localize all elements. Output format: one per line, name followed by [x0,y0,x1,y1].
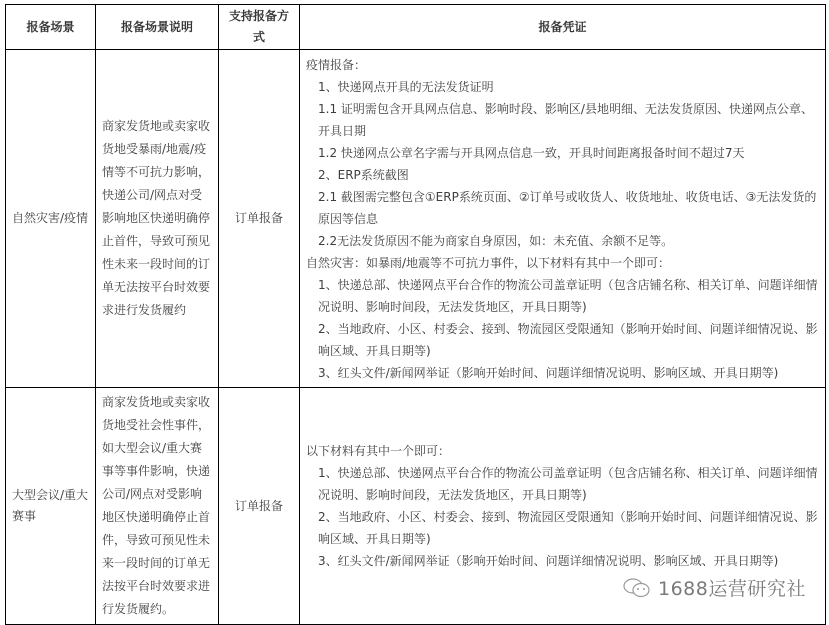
header-evidence: 报备凭证 [300,5,826,50]
description-cell: 商家发货地或卖家收货地受社会性事件，如大型会议/重大赛事等事件影响，快递公司/网点对受影响地区快递明确停止首件，导致可预见性未来一段时间的订单无法按平台时效要求进行发货履约。 [96,388,219,625]
evidence-line: 1.2 快递网点公章名字需与开具网点信息一致，开具时间距离报备时间不超过7天 [318,145,745,160]
evidence-line: 自然灾害：如暴雨/地震等不可抗力事件，以下材料有其中一个即可： [306,255,671,270]
method-cell: 订单报备 [219,388,300,625]
header-method: 支持报备方式 [219,5,300,50]
evidence-line: 1、快递总部、快递网点平台合作的物流公司盖章证明（包含店铺名称、相关订单、问题详细情况说明、影响时间段，无法发货地区，开具日期等) [318,466,818,502]
evidence-line: 2、当地政府、小区、村委会、接到、物流园区受限通知（影响开始时间、问题详细情况说、影响区域、开具日期等) [318,510,818,546]
evidence-line: 2.1 截图需完整包含①ERP系统页面、②订单号或收货人、收货地址、收货电话、③无法发货的原因等信息 [318,189,817,226]
evidence-line: 2、ERP系统截图 [318,167,409,182]
wechat-icon [622,577,652,599]
evidence-line: 3、红头文件/新闻网举证（影响开始时间、问题详细情况说明、影响区域、开具日期等) [318,554,779,568]
description-cell: 商家发货地或卖家收货地受暴雨/地震/疫情等不可抗力影响，快递公司/网点对受影响地区快递明确停止首件，导致可预见性未来一段时间的订单无法按平台时效要求进行发货履约 [96,50,219,388]
evidence-line: 3、红头文件/新闻网举证（影响开始时间、问题详细情况说明、影响区域、开具日期等) [318,365,779,380]
header-description: 报备场景说明 [96,5,219,50]
evidence-line: 1、快递网点开具的无法发货证明 [318,79,494,94]
watermark-text: 1688运营研究社 [658,578,806,600]
table-row [6,50,826,388]
evidence-line: 以下材料有其中一个即可： [306,444,451,458]
evidence-line: 1.1 证明需包含开具网点信息、影响时段、影响区/县地明细、无法发货原因、快递网点公章、开具日期 [318,101,813,138]
scene-cell: 自然灾害/疫情 [6,50,96,388]
method-cell: 订单报备 [219,50,300,388]
header-scene: 报备场景 [6,5,96,50]
evidence-line: 疫情报备： [306,57,367,72]
table-header-row [6,5,826,50]
evidence-line: 2、当地政府、小区、村委会、接到、物流园区受限通知（影响开始时间、问题详细情况说、影响区域、开具日期等) [318,321,818,358]
report-scenario-table [5,4,826,625]
watermark [622,574,806,601]
evidence-cell [300,50,826,388]
evidence-line: 1、快递总部、快递网点平台合作的物流公司盖章证明（包含店铺名称、相关订单、问题详细情况说明、影响时间段，无法发货地区，开具日期等) [318,277,818,314]
evidence-line: 2.2无法发货原因不能为商家自身原因，如：未充值、余额不足等。 [318,233,674,248]
scene-cell: 大型会议/重大赛事 [6,388,96,625]
